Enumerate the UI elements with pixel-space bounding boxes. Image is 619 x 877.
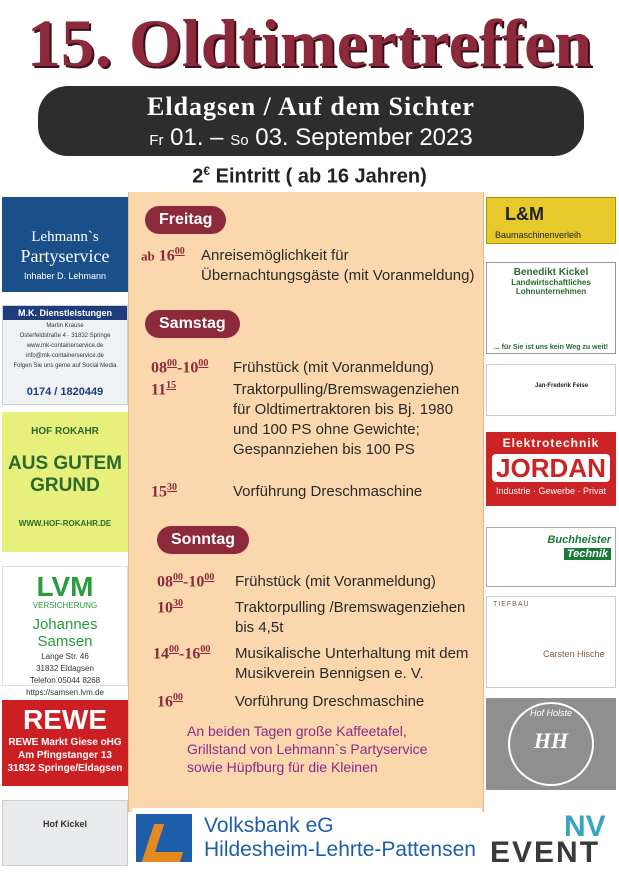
volksbank-logo-icon: [136, 814, 192, 862]
program-panel: [128, 192, 484, 812]
lehmann-name: Lehmann`s: [31, 229, 99, 245]
lvm-street: Lange Str. 46: [41, 652, 89, 661]
lm-logo: L&M: [505, 204, 544, 224]
sun-item-4-desc: Vorführung Dreschmaschine: [235, 693, 425, 710]
sun-time-2: [157, 598, 183, 617]
tiefbau-header: TIEFBAU: [493, 601, 530, 608]
kickel-sub: Landwirtschaftliches Lohnunternehmen: [511, 278, 591, 296]
friday-item-desc: Anreisemöglichkeit für Übernachtungsgäste (mit Voranmeldung): [201, 247, 475, 284]
friday-time-min: 00: [174, 246, 185, 257]
lvm-web: https://samsen.lvm.de: [26, 688, 104, 697]
jordan-bot: Industrie · Gewerbe · Privat: [495, 486, 607, 496]
sponsor-hof-holste: [486, 698, 616, 790]
holste-top: Hof Holste: [529, 708, 573, 718]
sun-time-4-min: 00: [173, 692, 183, 703]
feise-name: Jan-Frederik Feise: [535, 383, 589, 389]
buchheister-logo: Buchheister: [547, 534, 611, 546]
day-tab-saturday: Samstag: [145, 310, 240, 338]
lm-sub: Baumaschinenverleih: [495, 230, 582, 240]
sat-time-2-min: 15: [166, 380, 177, 391]
sponsor-lm: [486, 197, 616, 244]
day-tab-sunday: Sonntag: [157, 526, 249, 554]
sun-time-4: [157, 692, 183, 711]
sun-item-1-desc: Frühstück (mit Voranmeldung): [235, 573, 436, 590]
jordan-top: Elektrotechnik: [502, 436, 600, 450]
entry-text: Eintritt ( ab 16 Jahren): [215, 165, 427, 188]
entry-fee: [0, 164, 619, 189]
sun-time-1-min: 00: [173, 572, 183, 583]
sat-time-1-hour: 08: [151, 359, 167, 377]
rewe-line2: Am Pfingstanger 13: [18, 750, 112, 761]
volksbank-line2: Hildesheim-Lehrte-Pattensen: [204, 838, 476, 861]
sun-time-1-hour: 08: [157, 573, 173, 591]
sun-item-3-desc: Musikalische Unterhaltung mit dem Musikverein Bennigsen e. V.: [235, 645, 469, 682]
sponsor-tiefbau: [486, 596, 616, 688]
jordan-big: JORDAN: [492, 454, 610, 482]
sun-time-1: [157, 572, 214, 591]
program-footer-note: An beiden Tagen große Kaffeetafel, Grillstand von Lehmann`s Partyservice sowie Hüpfburg für die Kleinen: [187, 723, 428, 775]
date-text: [38, 124, 584, 152]
mk-phone: 0174 / 1820449: [26, 386, 104, 398]
sun-time-3-min: 00: [169, 644, 179, 655]
sat-time-3: [151, 482, 177, 501]
sponsor-lvm: [2, 566, 128, 697]
sponsor-hof-rokahr: [2, 412, 128, 552]
tiefbau-name: Carsten Hische: [543, 649, 605, 659]
mk-social: Folgen Sie uns gerne auf Social Media: [13, 363, 117, 369]
mk-street: Osterfeldstraße 4 · 31832 Springe: [19, 333, 111, 339]
sat-item-3-desc: Vorführung Dreschmaschine: [233, 483, 423, 500]
sponsor-kickel: [486, 262, 616, 354]
sat-time-2-hour: 11: [151, 381, 167, 399]
sat-time-1-dash: -10: [177, 359, 199, 377]
date-to: 03. September 2023: [255, 124, 473, 151]
sun-time-1-dash-min: 00: [204, 572, 215, 583]
mk-person: Martin Krause: [46, 323, 84, 329]
lvm-phone: Telefon 05044 8268: [29, 676, 101, 685]
sun-time-2-min: 30: [173, 598, 183, 609]
sat-time-1: [151, 358, 208, 377]
sat-time-3-hour: 15: [151, 483, 167, 501]
sat-time-1-min: 00: [167, 358, 177, 369]
page-title: 15. Oldtimertreffen: [26, 5, 593, 81]
kickel-header: Benedikt Kickel: [513, 267, 589, 278]
friday-time-prefix: ab: [141, 248, 155, 264]
date-so-label: So: [230, 132, 249, 149]
sun-time-3-dash: -16: [179, 645, 201, 663]
lehmann-owner: Inhaber D. Lehmann: [23, 271, 107, 281]
mk-header: M.K. Dienstleistungen: [3, 306, 127, 320]
sponsor-nv-event: [486, 808, 614, 868]
lvm-logo: LVM: [36, 571, 94, 602]
friday-time: [141, 246, 185, 265]
sat-item-2-desc: Traktorpulling/Bremswagenziehen für Oldtimertraktoren bis Bj. 1980 und 100 PS ohne Gewichte; Gespannziehen bis 100 PS: [233, 381, 460, 458]
sat-time-1-dash-min: 00: [198, 358, 209, 369]
mk-web: www.mk-containerservice.de: [26, 343, 104, 349]
entry-currency: €: [203, 164, 211, 178]
lvm-tag: VERSICHERUNG: [32, 601, 98, 610]
sponsor-volksbank: [132, 808, 482, 868]
volksbank-line1: Volksbank eG: [204, 814, 334, 837]
date-from: 01. –: [170, 124, 224, 151]
day-tab-friday: Freitag: [145, 206, 226, 234]
rewe-line1: REWE Markt Giese oHG: [8, 737, 122, 748]
location-text: Eldagsen / Auf dem Sichter: [147, 92, 475, 121]
kickel-foot: ... für Sie ist uns kein Weg zu weit!: [493, 344, 609, 351]
sun-time-2-hour: 10: [157, 599, 173, 617]
lehmann-brand: Partyservice: [20, 246, 110, 266]
hof-rokahr-slogan: AUS GUTEM GRUND: [8, 453, 122, 496]
event-banner: [38, 86, 584, 156]
buchheister-logo2: Technik: [564, 548, 611, 560]
sponsor-hof-kickel: [2, 800, 128, 866]
nv-event-bottom: EVENT: [490, 836, 601, 869]
sun-time-3: [153, 644, 210, 663]
hof-kickel-header: Hof Kickel: [42, 819, 87, 829]
sponsor-jordan: [486, 432, 616, 506]
entry-price: 2: [192, 165, 204, 188]
friday-time-hour: 16: [158, 247, 175, 265]
sun-item-2-desc: Traktorpulling /Bremswagenziehen bis 4,5t: [235, 599, 466, 636]
sun-time-1-dash: -10: [183, 573, 205, 591]
rewe-logo: REWE: [23, 704, 107, 735]
sun-time-3-dash-min: 00: [200, 644, 211, 655]
lvm-city: 31832 Eldagsen: [36, 664, 94, 673]
sun-time-3-hour: 14: [153, 645, 169, 663]
sponsor-feise: [486, 364, 616, 416]
hof-rokahr-top: HOF ROKAHR: [31, 426, 99, 437]
hof-rokahr-web: WWW.HOF-ROKAHR.DE: [18, 519, 112, 528]
sponsor-mk: [2, 305, 128, 405]
sat-item-1-desc: Frühstück (mit Voranmeldung): [233, 359, 434, 376]
sun-time-4-hour: 16: [157, 693, 173, 711]
date-fr-label: Fr: [149, 132, 164, 149]
lvm-name: Johannes Samsen: [32, 616, 98, 650]
sponsor-buchheister: [486, 527, 616, 587]
sponsor-rewe: [2, 700, 128, 786]
holste-logo: HH: [533, 728, 569, 753]
sat-time-3-min: 30: [167, 482, 177, 493]
rewe-line3: 31832 Springe/Eldagsen: [7, 763, 123, 774]
sat-time-2: [151, 380, 176, 399]
nv-event-top: NV: [564, 810, 606, 843]
sponsor-lehmann: [2, 197, 128, 292]
mk-mail: info@mk-containerservice.de: [26, 353, 104, 359]
